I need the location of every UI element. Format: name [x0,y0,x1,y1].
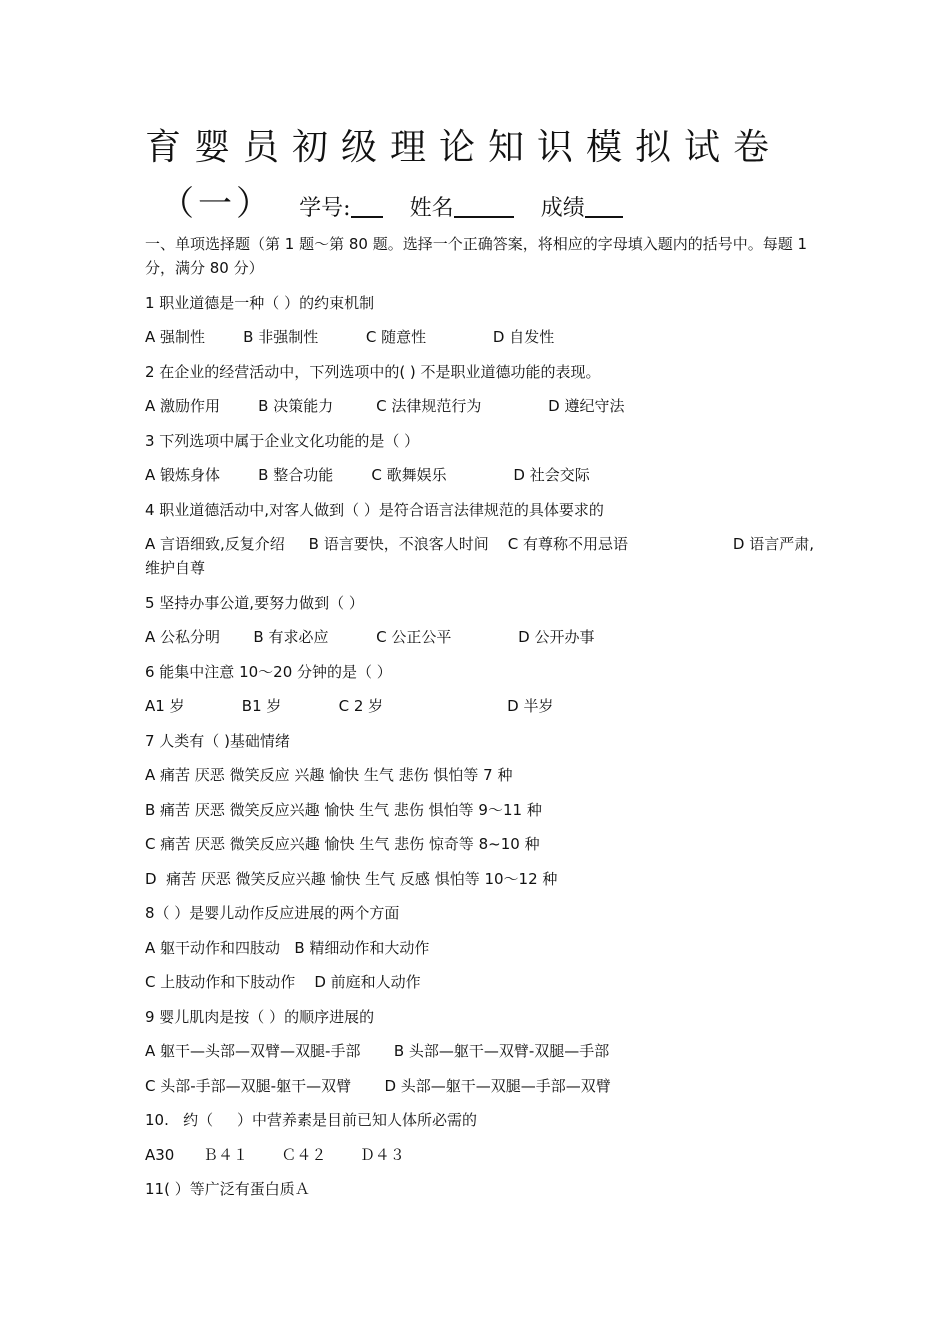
question-2: 2 在企业的经营活动中，下列选项中的( ) 不是职业道德功能的表现。 [145,362,601,381]
student-id-blank [351,194,383,218]
question-10: 10. 约（ ）中营养素是目前已知人体所必需的 [145,1111,478,1129]
section-heading: 一、单项选择题（第 1 题～第 80 题。选择一个正确答案，将相应的字母填入题内的括号中。每题 1 分，满分 80 分） [145,235,808,277]
student-id-label: 学号: [299,196,351,221]
question-3-options: A 锻炼身体 B 整合功能 C 歌舞娱乐 D 社会交际 [145,466,590,484]
question-2-options: A 激励作用 B 决策能力 C 法律规范行为 D 遵纪守法 [145,397,625,415]
exam-header-row [160,180,623,228]
question-9: 9 婴儿肌肉是按（ ）的顺序进展的 [145,1007,375,1026]
question-8-options-cd: C 上肢动作和下肢动作 D 前庭和人动作 [145,973,421,991]
question-7: 7 人类有（ )基础情绪 [145,731,290,750]
score-label: 成绩 [540,196,585,221]
question-3: 3 下列选项中属于企业文化功能的是（ ） [145,431,420,450]
question-1-options: A 强制性 B 非强制性 C 随意性 D 自发性 [145,328,555,346]
question-7-option-c: C 痛苦 厌恶 微笑反应兴趣 愉快 生气 悲伤 惊奇等 8~10 种 [145,835,540,853]
question-9-options-cd: C 头部-手部—双腿-躯干—双臂 D 头部—躯干—双腿—手部—双臂 [145,1076,611,1095]
question-4-options: A 言语细致,反复介绍 B 语言要快，不浪客人时间 C 有尊称不用忌语 D 语言严肃,维护自尊 [145,535,814,577]
score-blank [585,194,623,218]
question-7-option-b: B 痛苦 厌恶 微笑反应兴趣 愉快 生气 悲伤 惧怕等 9～11 种 [145,800,542,819]
question-4: 4 职业道德活动中,对客人做到（ ）是符合语言法律规范的具体要求的 [145,500,604,519]
name-label: 姓名 [409,196,454,221]
question-11: 11( ）等广泛有蛋白质Ａ [145,1180,310,1198]
question-5-options: A 公私分明 B 有求必应 C 公正公平 D 公开办事 [145,628,595,646]
question-1: 1 职业道德是一种（ ）的约束机制 [145,293,375,312]
question-9-options-ab: A 躯干—头部—双臂—双腿-手部 B 头部—躯干—双臂-双腿—手部 [145,1042,610,1060]
paper-part-label: （一） [160,184,274,224]
question-6: 6 能集中注意 10～20 分钟的是（ ） [145,662,392,681]
exam-title: 育婴员初级理论知识模拟试卷 [145,127,783,168]
question-6-options: A1 岁 B1 岁 C 2 岁 D 半岁 [145,697,554,715]
exam-body [145,232,815,1212]
question-7-option-a: A 痛苦 厌恶 微笑反应 兴趣 愉快 生气 悲伤 惧怕等 7 种 [145,766,513,784]
question-8: 8（ ）是婴儿动作反应进展的两个方面 [145,904,400,922]
name-blank [454,194,514,218]
question-10-options: A30 Ｂ４１ Ｃ４２ Ｄ４３ [145,1145,405,1164]
question-7-option-d: D 痛苦 厌恶 微笑反应兴趣 愉快 生气 反感 惧怕等 10～12 种 [145,869,558,888]
question-8-options-ab: A 躯干动作和四肢动 B 精细动作和大动作 [145,938,430,957]
question-5: 5 坚持办事公道,要努力做到（ ） [145,593,364,612]
